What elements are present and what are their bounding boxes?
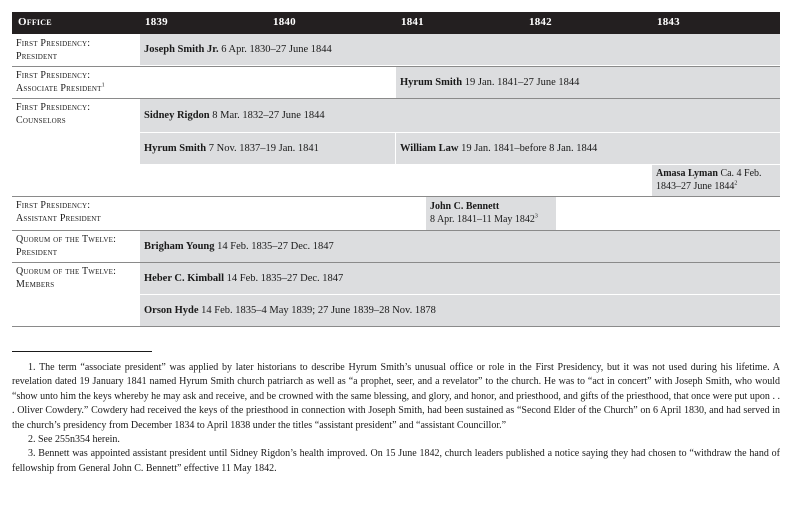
tenure-dates: 8 Apr. 1841–11 May 1842: [430, 213, 535, 225]
tenure-bar-hyrum-smith-counselor: [140, 133, 395, 164]
year-1840-header: 1840: [273, 16, 296, 28]
office-label-line: President: [16, 246, 58, 258]
footnote-separator: [12, 351, 152, 352]
office-label-line: First Presidency:: [16, 70, 91, 81]
officer-name: Sidney Rigdon: [144, 110, 210, 121]
table-header: [12, 12, 780, 34]
officer-name: Brigham Young: [144, 241, 215, 252]
tenure-bar-amasa-lyman: [652, 165, 780, 196]
tenure-bar-john-bennett: [426, 197, 556, 230]
officer-name: Orson Hyde: [144, 305, 199, 316]
office-label-twelve-president: [16, 234, 116, 259]
officer-name: John C. Bennett: [430, 201, 500, 212]
tenure-bar-sidney-rigdon: [140, 99, 780, 132]
tenure-bar-hyrum-smith-associate: [396, 67, 780, 98]
tenure-dates: 19 Jan. 1841–27 June 1844: [462, 77, 580, 88]
tenure-dates: 19 Jan. 1841–before 8 Jan. 1844: [458, 143, 598, 154]
office-label-line: First Presidency:: [16, 38, 91, 49]
footnote-marker: 2: [734, 180, 738, 187]
tenure-bar-william-law: [396, 133, 780, 164]
footnotes: [12, 361, 780, 476]
office-label-twelve-members: [16, 266, 116, 291]
office-label-counselors: [16, 102, 90, 127]
footnote-marker: 3: [534, 213, 538, 220]
year-1843-header: 1843: [657, 16, 680, 28]
office-label-line: Associate President: [16, 82, 102, 94]
footnote-3: 3. Bennett was appointed assistant president until Sidney Rigdon’s health improved. On 15 June 1842, church leaders published a notice saying they had chosen to “withdraw the hand of fellowship from General John C. Bennett” effective 11 May 1842.: [12, 448, 780, 474]
office-label-president: [16, 38, 90, 63]
tenure-dates: 8 Mar. 1832–27 June 1844: [209, 110, 325, 121]
tenure-dates: 6 Apr. 1830–27 June 1844: [218, 44, 332, 55]
tenure-bar-heber-kimball: [140, 263, 780, 294]
footnote-2: 2. See 255n354 herein.: [28, 434, 120, 446]
officer-name: William Law: [400, 143, 459, 154]
officer-name: Hyrum Smith: [400, 77, 463, 88]
tenure-dates: Ca. 4 Feb.: [717, 168, 762, 179]
officer-name: Heber C. Kimball: [144, 273, 225, 284]
office-label-line: First Presidency:: [16, 102, 91, 113]
officer-name: Joseph Smith Jr.: [144, 44, 219, 55]
officer-name: Amasa Lyman: [656, 168, 718, 179]
year-1841-header: 1841: [401, 16, 424, 28]
tenure-bar-joseph-smith: [140, 34, 780, 65]
office-label-line: Quorum of the Twelve:: [16, 266, 117, 277]
table-bottom-rule: [12, 326, 780, 327]
tenure-bar-orson-hyde: [140, 295, 780, 326]
office-label-line: First Presidency:: [16, 200, 91, 211]
footnote-marker: 1: [101, 82, 105, 89]
tenure-dates: 14 Feb. 1835–27 Dec. 1847: [224, 273, 344, 284]
tenure-bar-brigham-young: [140, 231, 780, 262]
office-label-line: Assistant President: [16, 212, 102, 224]
tenure-dates: 14 Feb. 1835–27 Dec. 1847: [214, 241, 334, 252]
officer-name: Hyrum Smith: [144, 143, 207, 154]
office-label-line: President: [16, 50, 58, 62]
office-column-header: Office: [18, 16, 52, 28]
tenure-dates: 7 Nov. 1837–19 Jan. 1841: [206, 143, 319, 154]
office-label-line: Quorum of the Twelve:: [16, 234, 117, 245]
footnote-1: 1. The term “associate president” was applied by later historians to describe Hyrum Smith’s unusual office or role in the First Presidency, but it was not used during his lifetime. A revelation dated 19 January 1841 named Hyrum Smith church patriarch as well as “a prophet, seer, and a revelator” to the church. He was to “act in concert” with Joseph Smith, who would “show unto him the keys whereby he may ask and receive, and be crowned with the same blessing, and glory, and honor, and priesthood, and gifts of the priesthood, that once were put upon . . . Oliver Cowdery.” Cowdery had received the keys of the priesthood in connection with Joseph Smith, had been sustained as “Second Elder of the Church” on 6 April 1830, and had served in the church’s presidency from December 1834 to April 1838 under the titles “assistant president” and “assistant Councillor.”: [12, 362, 780, 431]
year-1839-header: 1839: [145, 16, 168, 28]
office-label-associate-president: [16, 70, 105, 95]
row-divider: [12, 196, 780, 197]
office-label-assistant-president: [16, 200, 101, 225]
office-label-line: Counselors: [16, 114, 66, 126]
tenure-dates: 14 Feb. 1835–4 May 1839; 27 June 1839–28 Nov. 1878: [198, 305, 436, 316]
year-1842-header: 1842: [529, 16, 552, 28]
office-label-line: Members: [16, 278, 55, 290]
tenure-dates: 1843–27 June 1844: [656, 180, 735, 192]
